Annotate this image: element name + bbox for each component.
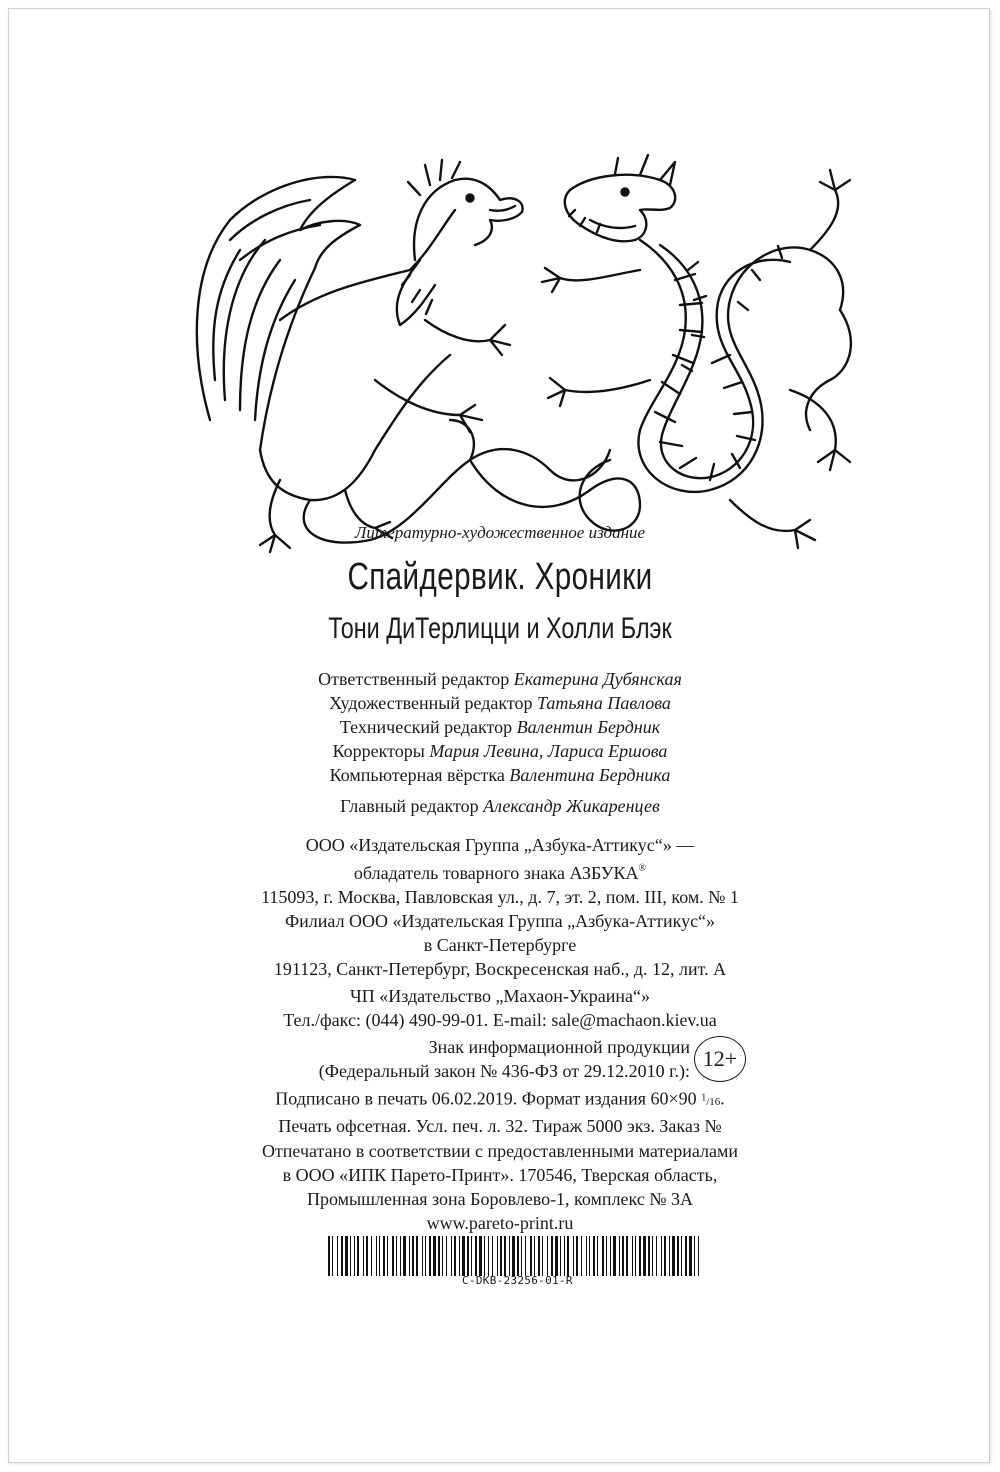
barcode-bar xyxy=(581,1236,582,1276)
barcode-bar xyxy=(576,1236,578,1276)
barcode-bar xyxy=(454,1236,456,1276)
barcode-bar xyxy=(479,1236,482,1276)
barcode-bar xyxy=(376,1236,377,1276)
ukraine-block xyxy=(0,984,1000,1032)
credit-line: Технический редактор Валентин Бердник xyxy=(339,717,661,737)
barcode-bar xyxy=(661,1236,662,1276)
barcode-bar xyxy=(593,1236,595,1276)
branch-block xyxy=(0,909,1000,981)
printer-line: Отпечатано в соответствии с предоставленными материалами xyxy=(261,1141,739,1161)
barcode-bar xyxy=(597,1236,598,1276)
barcode-bar xyxy=(689,1236,692,1276)
barcode-bar xyxy=(643,1236,646,1276)
barcode-bar xyxy=(416,1236,418,1276)
printer-url: www.pareto-print.ru xyxy=(426,1213,574,1233)
publisher-trademark: обладатель товарного знака АЗБУКА® xyxy=(353,863,647,883)
barcode-bar xyxy=(547,1236,548,1276)
barcode-bar xyxy=(379,1236,380,1276)
barcode-bar xyxy=(538,1236,540,1276)
barcode-bar xyxy=(555,1236,558,1276)
barcode-code: C-DKB-23256-01-R xyxy=(462,1274,573,1287)
barcode-bar xyxy=(442,1236,443,1276)
barcode-bar xyxy=(652,1236,653,1276)
barcode-bar xyxy=(357,1236,359,1276)
barcode-bar xyxy=(635,1236,636,1276)
barcode-bar xyxy=(383,1236,385,1276)
barcode-bar xyxy=(400,1236,401,1276)
age-rating-badge: 12+ xyxy=(694,1036,746,1082)
barcode-bar xyxy=(403,1236,406,1276)
credits-block xyxy=(0,667,1000,787)
barcode-bar xyxy=(525,1236,526,1276)
barcode-bar xyxy=(551,1236,553,1276)
barcode-bar xyxy=(392,1236,394,1276)
barcode-bar xyxy=(433,1236,436,1276)
barcode-bar xyxy=(560,1236,561,1276)
barcode-bar xyxy=(366,1236,368,1276)
barcode-bar xyxy=(517,1236,519,1276)
barcode-bar xyxy=(497,1236,498,1276)
barcode-bar xyxy=(425,1236,426,1276)
barcode-bar xyxy=(484,1236,485,1276)
barcode-bar xyxy=(589,1236,590,1276)
barcode-bar xyxy=(648,1236,650,1276)
printer-line: Промышленная зона Боровлево-1, комплекс № 3А xyxy=(306,1189,693,1209)
barcode-bar xyxy=(610,1236,611,1276)
publisher-address: 115093, г. Москва, Павловская ул., д. 7, эт. 2, пом. III, ком. № 1 xyxy=(261,887,739,907)
barcode-bar xyxy=(371,1236,372,1276)
barcode-bar xyxy=(509,1236,510,1276)
barcode-bar xyxy=(573,1236,574,1276)
barcode-bar xyxy=(409,1236,410,1276)
age-note-line2: (Федеральный закон № 436-ФЗ от 29.12.2010 г.): xyxy=(318,1061,690,1081)
printer-line: в ООО «ИПК Парето-Принт». 170546, Тверская область, xyxy=(282,1165,718,1185)
ukraine-publisher: ЧП «Издательство „Махаон-Украина“» xyxy=(350,986,650,1006)
barcode-bar xyxy=(438,1236,440,1276)
branch-address: 191123, Санкт-Петербург, Воскресенская наб., д. 12, лит. А xyxy=(273,959,727,979)
age-note-line1: Знак информационной продукции xyxy=(428,1037,690,1057)
griffin-dragon-illustration xyxy=(170,150,870,560)
printer-block xyxy=(0,1139,1000,1235)
barcode-bar xyxy=(694,1236,695,1276)
book-title: Спайдервик. Хроники xyxy=(347,556,653,598)
barcode xyxy=(328,1236,700,1276)
barcode-bar xyxy=(626,1236,628,1276)
barcode-bar xyxy=(567,1236,569,1276)
credit-line: Корректоры Мария Левина, Лариса Ершова xyxy=(332,741,668,761)
chief-editor: Главный редактор Александр Жикаренцев xyxy=(340,796,660,816)
credit-line: Художественный редактор Татьяна Павлова xyxy=(329,693,671,713)
barcode-bar xyxy=(462,1236,465,1276)
credit-line: Ответственный редактор Екатерина Дубянская xyxy=(318,669,682,689)
dragon-figure xyxy=(542,155,851,548)
barcode-bar xyxy=(475,1236,477,1276)
barcode-bar xyxy=(521,1236,522,1276)
barcode-bar xyxy=(685,1236,687,1276)
barcode-bar xyxy=(387,1236,388,1276)
barcode-bar xyxy=(602,1236,604,1276)
barcode-bar xyxy=(639,1236,641,1276)
barcode-bar xyxy=(698,1236,699,1276)
barcode-bar xyxy=(471,1236,472,1276)
barcode-bar xyxy=(677,1236,679,1276)
barcode-bar xyxy=(500,1236,502,1276)
barcode-bar xyxy=(534,1236,535,1276)
publisher-block xyxy=(0,833,1000,909)
barcode-bar xyxy=(350,1236,351,1276)
branch-city: в Санкт-Петербурге xyxy=(423,935,577,955)
barcode-bar xyxy=(672,1236,675,1276)
tail-knot xyxy=(470,460,640,531)
barcode-bar xyxy=(586,1236,587,1276)
barcode-bar xyxy=(606,1236,607,1276)
barcode-bar xyxy=(332,1236,333,1276)
barcode-bar xyxy=(504,1236,506,1276)
barcode-bar xyxy=(328,1236,330,1276)
publisher-name: ООО «Издательская Группа „Азбука-Аттикус“» — xyxy=(305,835,695,855)
griffin-figure xyxy=(197,160,610,552)
barcode-bar xyxy=(656,1236,657,1276)
barcode-bar xyxy=(492,1236,493,1276)
barcode-bar xyxy=(363,1236,364,1276)
barcode-bar xyxy=(564,1236,565,1276)
barcode-bar xyxy=(354,1236,355,1276)
ukraine-contacts: Тел./факс: (044) 490-99-01. E-mail: sale@machaon.kiev.ua xyxy=(283,1010,717,1030)
print-info-line1: Подписано в печать 06.02.2019. Формат издания 60×90 $^1$/16. xyxy=(275,1088,725,1109)
barcode-bar xyxy=(619,1236,620,1276)
barcode-bar xyxy=(459,1236,460,1276)
edition-type: Литературно-художественное издание xyxy=(354,523,646,542)
barcode-bar xyxy=(530,1236,532,1276)
barcode-bar xyxy=(632,1236,633,1276)
barcode-bar xyxy=(345,1236,348,1276)
barcode-bar xyxy=(669,1236,670,1276)
branch-name: Филиал ООО «Издательская Группа „Азбука-Аттикус“» xyxy=(284,911,716,931)
barcode-bar xyxy=(451,1236,452,1276)
barcode-bar xyxy=(412,1236,414,1276)
barcode-bar xyxy=(681,1236,682,1276)
barcode-bar xyxy=(512,1236,515,1276)
barcode-bar xyxy=(341,1236,343,1276)
barcode-bar xyxy=(613,1236,616,1276)
barcode-bar xyxy=(396,1236,397,1276)
barcode-bar xyxy=(429,1236,431,1276)
barcode-bar xyxy=(542,1236,543,1276)
print-info-line2: Печать офсетная. Усл. печ. л. 32. Тираж 5000 экз. Заказ № xyxy=(278,1115,722,1136)
barcode-bar xyxy=(622,1236,624,1276)
barcode-bar xyxy=(422,1236,423,1276)
print-info-block xyxy=(0,1086,1000,1138)
barcode-bar xyxy=(664,1236,666,1276)
barcode-bar xyxy=(337,1236,338,1276)
barcode-bar xyxy=(488,1236,489,1276)
barcode-bar xyxy=(467,1236,469,1276)
credit-line: Компьютерная вёрстка Валентина Бердника xyxy=(329,765,671,785)
barcode-bar xyxy=(446,1236,447,1276)
book-authors: Тони ДиТерлицци и Холли Блэк xyxy=(328,612,672,645)
